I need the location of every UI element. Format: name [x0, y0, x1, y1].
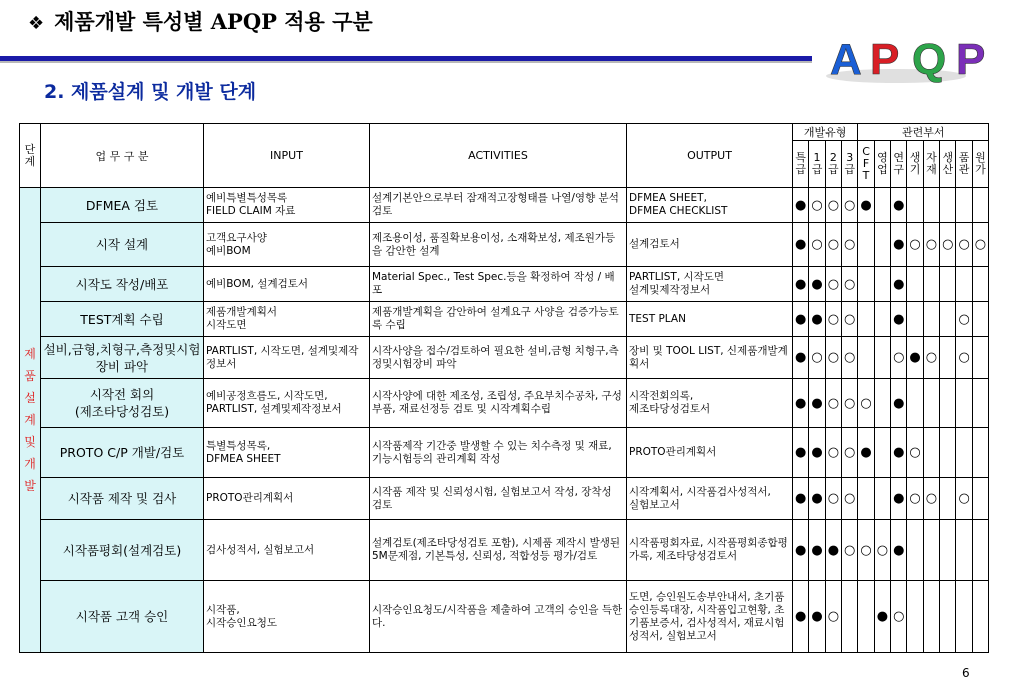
table-row	[20, 223, 989, 267]
col-dept-header: 연 구	[891, 141, 907, 188]
dev-type-mark: ●	[793, 478, 809, 520]
logo-letter: Q	[912, 35, 947, 84]
activities-cell: 제품개발계획을 감안하여 설계요구 사양을 검증가능토록 수립	[370, 302, 627, 337]
dept-mark: ○	[972, 223, 988, 267]
output-cell: TEST PLAN	[627, 302, 793, 337]
dept-mark	[858, 267, 874, 302]
dept-mark	[907, 302, 923, 337]
dept-mark	[874, 267, 890, 302]
dev-type-mark: ●	[793, 428, 809, 478]
header-rule-grey	[0, 61, 812, 63]
dept-mark	[923, 302, 939, 337]
dept-mark	[972, 337, 988, 379]
dept-mark: ○	[891, 337, 907, 379]
dev-type-mark: ○	[825, 428, 841, 478]
activities-cell: Material Spec., Test Spec.등을 확정하여 작성 / 배포	[370, 267, 627, 302]
dept-mark	[940, 581, 956, 653]
dept-mark	[940, 478, 956, 520]
task-cell: DFMEA 검토	[41, 188, 204, 223]
table-row	[20, 478, 989, 520]
dev-type-mark: ●	[793, 188, 809, 223]
dept-mark: ○	[907, 223, 923, 267]
dev-type-mark: ○	[842, 302, 858, 337]
col-activities-header: ACTIVITIES	[370, 124, 627, 188]
dev-type-mark: ○	[825, 379, 841, 428]
output-cell: 시작품평회자료, 시작품평회종합평가록, 제조타당성검토서	[627, 520, 793, 581]
dept-mark: ○	[956, 478, 972, 520]
dept-mark	[940, 520, 956, 581]
dev-type-mark: ●	[809, 267, 825, 302]
dept-mark	[940, 337, 956, 379]
table-row	[20, 520, 989, 581]
dept-mark	[972, 478, 988, 520]
dept-mark	[956, 428, 972, 478]
dept-mark: ○	[956, 302, 972, 337]
dev-type-mark: ○	[825, 337, 841, 379]
task-cell: 시작품 제작 및 검사	[41, 478, 204, 520]
dept-mark: ○	[891, 581, 907, 653]
output-cell: 설계검토서	[627, 223, 793, 267]
stage-header-text: 단 계	[24, 142, 36, 168]
dept-mark: ○	[907, 478, 923, 520]
dept-mark	[940, 379, 956, 428]
input-cell: 고객요구사양 예비BOM	[204, 223, 370, 267]
dept-mark	[972, 520, 988, 581]
dept-mark	[874, 302, 890, 337]
stage-label: 제 품 설 계 및 개 발	[20, 188, 41, 653]
input-cell: 시작품, 시작승인요청도	[204, 581, 370, 653]
dept-mark	[940, 188, 956, 223]
input-cell: 제품개발계획서 시작도면	[204, 302, 370, 337]
dept-mark: ●	[891, 188, 907, 223]
output-cell: 시작계획서, 시작품검사성적서, 실험보고서	[627, 478, 793, 520]
task-cell: 시작품평회(설계검토)	[41, 520, 204, 581]
col-group-dept: 관련부서	[858, 124, 989, 141]
dev-type-mark: ●	[793, 379, 809, 428]
task-cell: 설비,금형,치형구,측정및시험장비 파악	[41, 337, 204, 379]
col-dev-type-header: 3 급	[842, 141, 858, 188]
dev-type-mark: ●	[793, 223, 809, 267]
dept-mark	[972, 267, 988, 302]
activities-cell: 시작사양을 접수/검토하여 필요한 설비,금형 치형구,측정및시험장비 파악	[370, 337, 627, 379]
task-cell: 시작도 작성/배포	[41, 267, 204, 302]
dev-type-mark: ○	[809, 223, 825, 267]
col-output-header: OUTPUT	[627, 124, 793, 188]
dev-type-mark: ●	[825, 520, 841, 581]
input-cell: 예비특별특성목록 FIELD CLAIM 자료	[204, 188, 370, 223]
col-dev-type-header: 특 급	[793, 141, 809, 188]
dept-mark: ●	[891, 302, 907, 337]
dev-type-mark: ○	[842, 337, 858, 379]
dev-type-mark: ●	[793, 520, 809, 581]
table-row	[20, 337, 989, 379]
dept-mark	[923, 581, 939, 653]
dev-type-mark: ●	[809, 302, 825, 337]
title-suffix: 적용 구분	[276, 10, 373, 34]
dept-mark	[907, 188, 923, 223]
dev-type-mark: ●	[793, 337, 809, 379]
dev-type-mark: ○	[825, 267, 841, 302]
title-prefix: 제품개발 특성별	[54, 10, 211, 34]
input-cell: PARTLIST, 시작도면, 설계및제작정보서	[204, 337, 370, 379]
table-row	[20, 581, 989, 653]
col-dev-type-header: 1 급	[809, 141, 825, 188]
dept-mark: ○	[858, 379, 874, 428]
col-dept-header: C F T	[858, 141, 874, 188]
apqp-logo	[826, 28, 1002, 88]
output-cell: 장비 및 TOOL LIST, 신제품개발계획서	[627, 337, 793, 379]
dept-mark: ●	[891, 379, 907, 428]
col-dept-header: 품 관	[956, 141, 972, 188]
dev-type-mark: ○	[809, 188, 825, 223]
table-row	[20, 379, 989, 428]
dept-mark	[972, 379, 988, 428]
dept-mark: ●	[891, 223, 907, 267]
bullet-diamond-icon: ❖	[28, 13, 45, 34]
dept-mark	[858, 302, 874, 337]
dept-mark	[923, 428, 939, 478]
dept-mark: ○	[858, 520, 874, 581]
dept-mark	[923, 379, 939, 428]
col-dept-header: 생 산	[940, 141, 956, 188]
dev-type-mark: ●	[793, 267, 809, 302]
dept-mark	[858, 223, 874, 267]
col-dept-header: 생 기	[907, 141, 923, 188]
dept-mark	[972, 302, 988, 337]
task-cell: 시작품 고객 승인	[41, 581, 204, 653]
output-cell: PROTO관리계획서	[627, 428, 793, 478]
dev-type-mark: ○	[825, 188, 841, 223]
dept-mark	[907, 581, 923, 653]
dept-mark	[923, 188, 939, 223]
dept-mark: ●	[891, 520, 907, 581]
col-input-header: INPUT	[204, 124, 370, 188]
dev-type-mark: ○	[842, 520, 858, 581]
dev-type-mark: ○	[825, 223, 841, 267]
dept-mark	[858, 581, 874, 653]
dept-mark	[874, 379, 890, 428]
title-apqp: APQP	[210, 9, 277, 34]
col-dept-header: 자 재	[923, 141, 939, 188]
dept-mark: ●	[858, 188, 874, 223]
col-group-dev-type: 개발유형	[793, 124, 858, 141]
dept-mark: ●	[858, 428, 874, 478]
activities-cell: 시작사양에 대한 제조성, 조립성, 주요부치수공차, 구성부품, 재료선정등 검토 및 시작계획수립	[370, 379, 627, 428]
logo-letter: P	[956, 35, 986, 84]
logo-letter: A	[830, 35, 862, 84]
dept-mark: ●	[874, 581, 890, 653]
dev-type-mark: ●	[809, 520, 825, 581]
dev-type-mark: ○	[842, 379, 858, 428]
dev-type-mark: ○	[842, 478, 858, 520]
activities-cell: 설계기본안으로부터 잠재적고장형태를 나열/영향 분석 검토	[370, 188, 627, 223]
col-stage-header	[20, 124, 41, 188]
task-cell: PROTO C/P 개발/검토	[41, 428, 204, 478]
dev-type-mark: ○	[825, 478, 841, 520]
dept-mark	[907, 379, 923, 428]
dept-mark	[940, 267, 956, 302]
dept-mark	[858, 478, 874, 520]
activities-cell: 설계검토(제조타당성검토 포함), 시제품 제작시 발생된 5M문제점, 기본특성, 신뢰성, 적합성등 평가/검토	[370, 520, 627, 581]
output-cell: DFMEA SHEET, DFMEA CHECKLIST	[627, 188, 793, 223]
dept-mark	[972, 188, 988, 223]
dept-mark	[874, 223, 890, 267]
input-cell: 특별특성목록, DFMEA SHEET	[204, 428, 370, 478]
dept-mark	[956, 188, 972, 223]
dept-mark	[874, 337, 890, 379]
col-dev-type-header: 2 급	[825, 141, 841, 188]
dev-type-mark: ○	[842, 188, 858, 223]
page-number: 6	[962, 666, 970, 680]
activities-cell: 제조용이성, 품질확보용이성, 소재확보성, 제조원가등을 감안한 설계	[370, 223, 627, 267]
dev-type-mark: ●	[809, 428, 825, 478]
dev-type-mark: ○	[825, 302, 841, 337]
dept-mark: ○	[923, 223, 939, 267]
table-row	[20, 267, 989, 302]
task-cell: 시작 설계	[41, 223, 204, 267]
output-cell: 시작전회의록, 제조타당성검토서	[627, 379, 793, 428]
col-dept-header: 원 가	[972, 141, 988, 188]
dev-type-mark: ○	[842, 428, 858, 478]
output-cell: 도면, 승인원도송부안내서, 초기품승인등록대장, 시작품입고현황, 초기품보증서, 검사성적서, 재료시험성적서, 실험보고서	[627, 581, 793, 653]
dev-type-mark: ●	[809, 581, 825, 653]
dept-mark	[923, 267, 939, 302]
section-subtitle: 2. 제품설계 및 개발 단계	[44, 81, 257, 103]
dept-mark	[956, 520, 972, 581]
dept-mark	[874, 478, 890, 520]
dept-mark: ○	[923, 478, 939, 520]
dept-mark: ●	[891, 428, 907, 478]
dev-type-mark: ●	[809, 478, 825, 520]
dev-type-mark: ●	[809, 379, 825, 428]
dept-mark	[907, 267, 923, 302]
input-cell: 검사성적서, 실험보고서	[204, 520, 370, 581]
dept-mark	[874, 188, 890, 223]
dept-mark	[940, 428, 956, 478]
dev-type-mark: ●	[793, 302, 809, 337]
dept-mark: ○	[874, 520, 890, 581]
output-cell: PARTLIST, 시작도면 설계및제작정보서	[627, 267, 793, 302]
table-row	[20, 188, 989, 223]
col-task-header: 업 무 구 분	[41, 124, 204, 188]
dev-type-mark: ○	[842, 223, 858, 267]
table-row	[20, 302, 989, 337]
table-row	[20, 428, 989, 478]
dept-mark	[956, 379, 972, 428]
dept-mark	[874, 428, 890, 478]
slide-title	[28, 6, 373, 36]
dept-mark	[858, 337, 874, 379]
dept-mark	[972, 428, 988, 478]
input-cell: 예비BOM, 설계검토서	[204, 267, 370, 302]
activities-cell: 시작승인요청도/시작품을 제출하여 고객의 승인을 득한다.	[370, 581, 627, 653]
dept-mark: ●	[907, 337, 923, 379]
activities-cell: 시작품제작 기간중 발생할 수 있는 치수측정 및 재료, 기능시험등의 관리계획 작성	[370, 428, 627, 478]
input-cell: PROTO관리계획서	[204, 478, 370, 520]
dept-mark	[956, 267, 972, 302]
dev-type-mark: ○	[809, 337, 825, 379]
dept-mark: ●	[891, 267, 907, 302]
dev-type-mark	[842, 581, 858, 653]
dev-type-mark: ○	[842, 267, 858, 302]
dept-mark: ○	[940, 223, 956, 267]
task-cell: 시작전 회의 (제조타당성검토)	[41, 379, 204, 428]
task-cell: TEST계획 수립	[41, 302, 204, 337]
dept-mark: ○	[956, 337, 972, 379]
dept-mark	[940, 302, 956, 337]
dept-mark	[972, 581, 988, 653]
dept-mark	[956, 581, 972, 653]
input-cell: 예비공정흐름도, 시작도면, PARTLIST, 설계및제작정보서	[204, 379, 370, 428]
dept-mark: ○	[923, 337, 939, 379]
logo-letter: P	[870, 35, 900, 84]
dev-type-mark: ●	[793, 581, 809, 653]
dept-mark: ●	[891, 478, 907, 520]
dept-mark: ○	[956, 223, 972, 267]
dept-mark: ○	[907, 428, 923, 478]
col-dept-header: 영 업	[874, 141, 890, 188]
dept-mark	[907, 520, 923, 581]
apqp-table	[19, 123, 989, 653]
activities-cell: 시작품 제작 및 신뢰성시험, 실험보고서 작성, 장착성 검토	[370, 478, 627, 520]
dev-type-mark: ○	[825, 581, 841, 653]
dept-mark	[923, 520, 939, 581]
